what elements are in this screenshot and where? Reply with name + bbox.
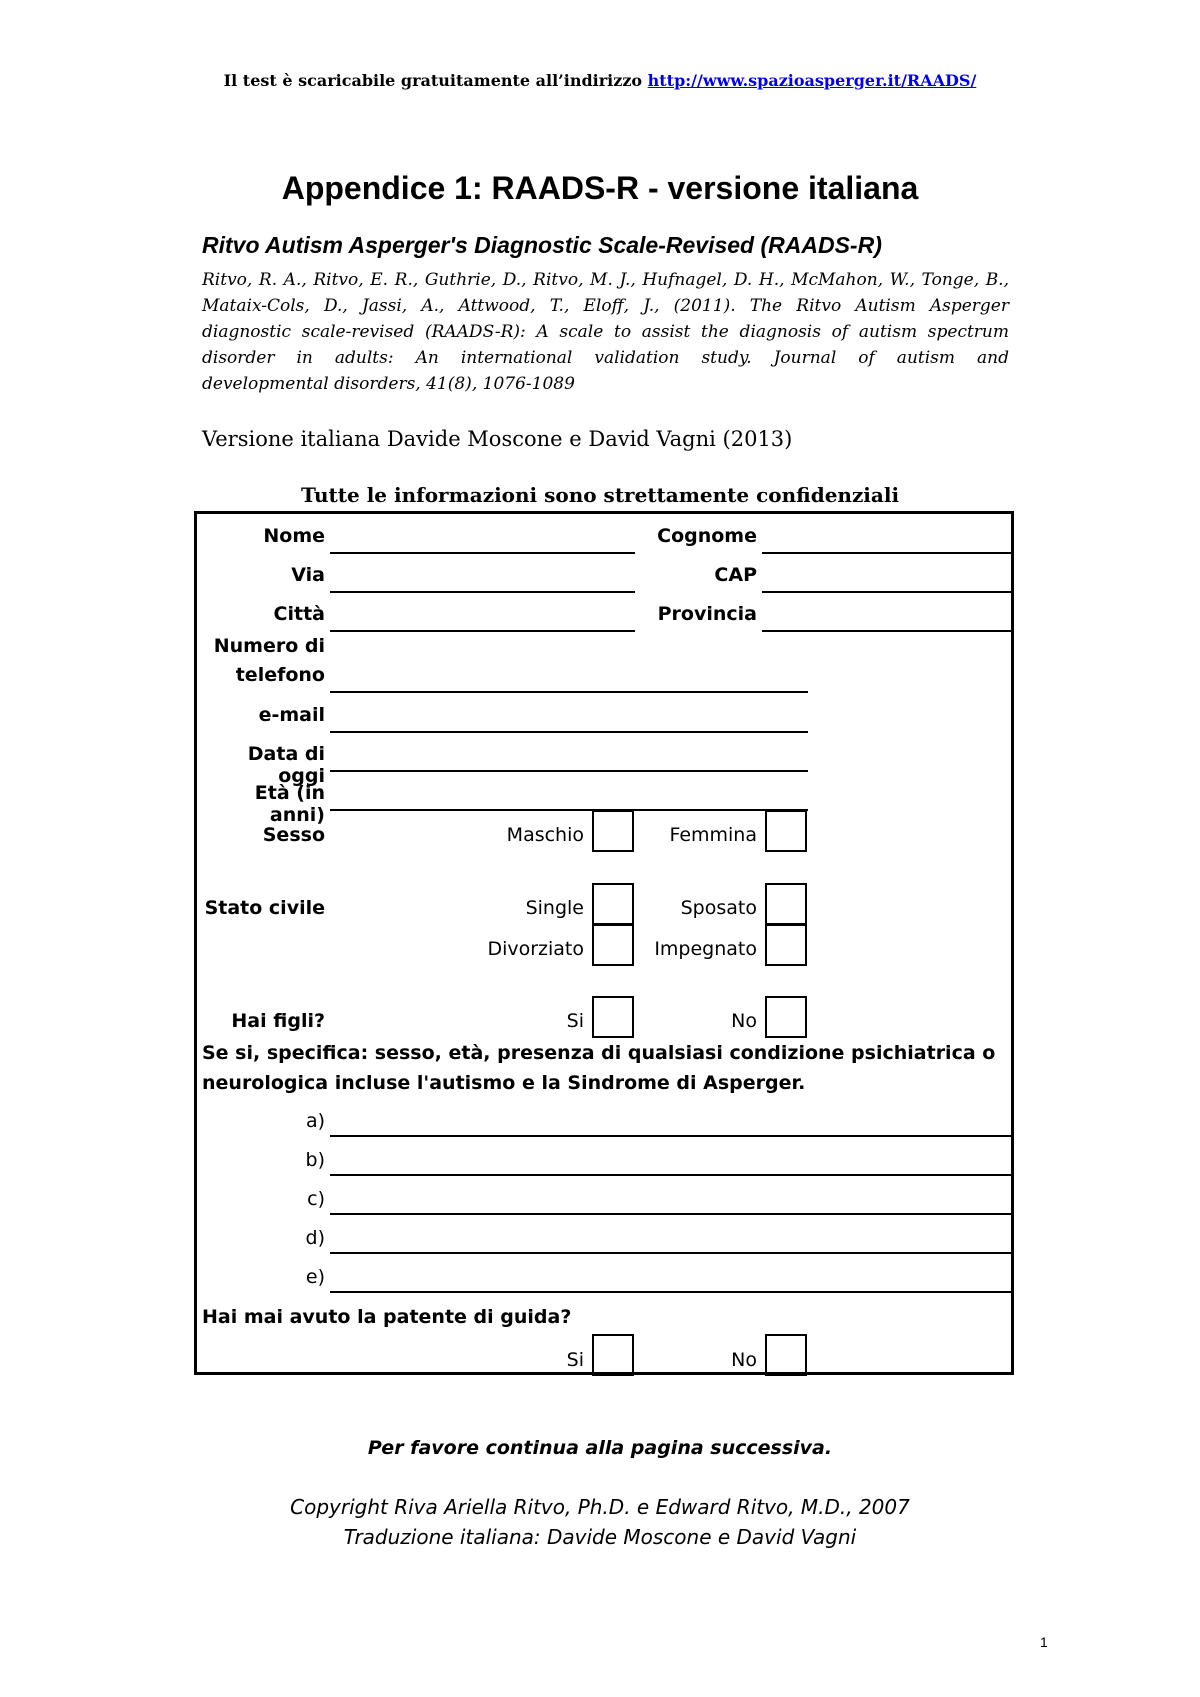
via-field[interactable]	[330, 591, 635, 593]
cognome-label: Cognome	[657, 525, 757, 547]
femmina-label: Femmina	[669, 824, 757, 846]
nome-label: Nome	[263, 525, 325, 547]
sposato-checkbox[interactable]	[765, 883, 807, 925]
specifica-line-2: neurologica incluse l'autismo e la Sindrome di Asperger.	[202, 1072, 806, 1094]
page-number: 1	[1040, 1634, 1048, 1650]
email-field[interactable]	[330, 731, 808, 733]
figlio-b-field[interactable]	[330, 1174, 1014, 1176]
citation-line: Ritvo, R. A., Ritvo, E. R., Guthrie, D., Ritvo, M. J., Hufnagel, D. H., McMahon, W., Tonge, B.,	[202, 270, 1009, 290]
scale-subtitle: Ritvo Autism Asperger's Diagnostic Scale-Revised (RAADS-R)	[202, 232, 882, 258]
figli-no-checkbox[interactable]	[765, 996, 807, 1038]
figlio-c-field[interactable]	[330, 1213, 1014, 1215]
patente-label: Hai mai avuto la patente di guida?	[202, 1306, 572, 1328]
impegnato-label: Impegnato	[654, 938, 757, 960]
figlio-d-label: d)	[305, 1227, 325, 1249]
specifica-line-1: Se si, specifica: sesso, età, presenza di qualsiasi condizione psichiatrica o	[202, 1042, 996, 1064]
telefono-label-2: telefono	[235, 664, 325, 686]
figlio-e-label: e)	[305, 1266, 325, 1288]
figlio-a-label: a)	[305, 1110, 325, 1132]
continue-note: Per favore continua alla pagina successiva.	[367, 1437, 833, 1459]
cap-label: CAP	[714, 564, 757, 586]
download-note-text: Il test è scaricabile gratuitamente all’indirizzo	[223, 71, 643, 90]
citta-label: Città	[273, 603, 325, 625]
citation-line: Mataix-Cols, D., Jassi, A., Attwood, T., Eloff, J., (2011). The Ritvo Autism Asperger	[202, 296, 1009, 316]
download-note	[0, 71, 1200, 90]
eta-field[interactable]	[330, 809, 808, 811]
email-label: e-mail	[258, 704, 325, 726]
figlio-a-field[interactable]	[330, 1135, 1014, 1137]
provincia-field[interactable]	[762, 630, 1014, 632]
patente-no-label: No	[731, 1349, 757, 1371]
citation-line: diagnostic scale-revised (RAADS-R): A scale to assist the diagnosis of autism spectrum	[202, 322, 1009, 342]
figli-label: Hai figli?	[231, 1010, 325, 1032]
maschio-label: Maschio	[506, 824, 584, 846]
figli-si-label: Si	[566, 1010, 584, 1032]
patente-si-label: Si	[566, 1349, 584, 1371]
data-label: Data di oggi	[247, 743, 325, 787]
cap-field[interactable]	[762, 591, 1014, 593]
download-link[interactable]: http://www.spazioasperger.it/RAADS/	[647, 71, 977, 90]
translation-credit: Traduzione italiana: Davide Moscone e David Vagni	[343, 1525, 857, 1549]
figlio-e-field[interactable]	[330, 1291, 1014, 1293]
impegnato-checkbox[interactable]	[765, 924, 807, 966]
nome-field[interactable]	[330, 552, 635, 554]
stato-civile-label: Stato civile	[204, 897, 325, 919]
figlio-c-label: c)	[307, 1188, 325, 1210]
figlio-b-label: b)	[305, 1149, 325, 1171]
telefono-field[interactable]	[330, 691, 808, 693]
version-credit: Versione italiana Davide Moscone e David Vagni (2013)	[202, 427, 793, 451]
provincia-label: Provincia	[657, 603, 757, 625]
copyright: Copyright Riva Ariella Ritvo, Ph.D. e Edward Ritvo, M.D., 2007	[290, 1495, 910, 1519]
divorziato-label: Divorziato	[487, 938, 584, 960]
figli-no-label: No	[731, 1010, 757, 1032]
via-label: Via	[291, 564, 325, 586]
citation	[202, 267, 1009, 397]
telefono-label-1: Numero di	[213, 635, 325, 657]
femmina-checkbox[interactable]	[765, 810, 807, 852]
confidential-notice: Tutte le informazioni sono strettamente confidenziali	[300, 483, 900, 507]
sesso-label: Sesso	[262, 824, 325, 846]
sposato-label: Sposato	[680, 897, 757, 919]
patente-no-checkbox[interactable]	[765, 1334, 807, 1376]
figlio-d-field[interactable]	[330, 1252, 1014, 1254]
citation-line: disorder in adults: An international validation study. Journal of autism and	[202, 348, 1009, 368]
citation-line: developmental disorders, 41(8), 1076-1089	[202, 374, 575, 394]
data-field[interactable]	[330, 770, 808, 772]
single-label: Single	[525, 897, 584, 919]
citta-field[interactable]	[330, 630, 635, 632]
page-title: Appendice 1: RAADS-R - versione italiana	[281, 170, 919, 206]
eta-label: Età (in anni)	[254, 782, 325, 826]
cognome-field[interactable]	[762, 552, 1014, 554]
